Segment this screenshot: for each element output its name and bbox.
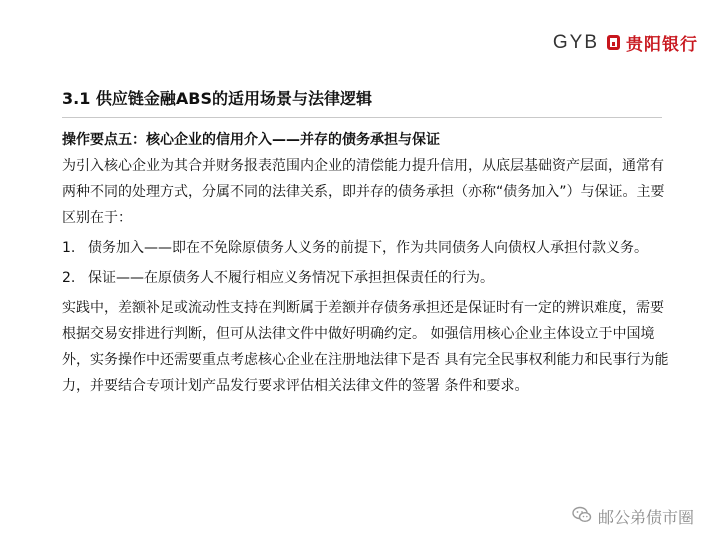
list-number: 2. xyxy=(62,270,76,286)
list-text: 债务加入——即在不免除原债务人义务的前提下，作为共同债务人向债权人承担付款义务。 xyxy=(88,240,648,256)
wechat-icon xyxy=(572,506,592,528)
subtitle: 操作要点五：核心企业的信用介入——并存的债务承担与保证 xyxy=(62,132,440,148)
closing-paragraph: 实践中，差额补足或流动性支持在判断属于差额并存债务承担还是保证时有一定的辨识难度，需要根据交易安排进行判断，但可从法律文件中做好明确约定。 如强信用核心企业主体设立于中国境外，实务操作中还需要重点考虑核心企业在注册地法律下是否 具有完全民事权利能力和民事行为能力，并要结合专项计划产品发行要求评估相关法律文件的签署 条件和要求。 xyxy=(62,300,669,394)
list-text: 保证——在原债务人不履行相应义务情况下承担担保责任的行为。 xyxy=(88,270,494,286)
logo-abbreviation: GYB xyxy=(552,31,599,53)
title-divider xyxy=(62,117,662,118)
watermark xyxy=(572,505,694,528)
section-title: 3.1 供应链金融ABS的适用场景与法律逻辑 xyxy=(62,89,373,108)
list-item xyxy=(62,265,670,291)
watermark-text: 邮公弟债市圈 xyxy=(597,508,694,527)
list-item xyxy=(62,235,670,261)
bank-logo xyxy=(553,30,698,55)
list-number: 1. xyxy=(62,240,76,256)
logo-mark-icon xyxy=(607,35,620,50)
logo-bank-name: 贵阳银行 xyxy=(626,35,698,55)
intro-paragraph: 为引入核心企业为其合并财务报表范围内企业的清偿能力提升信用，从底层基础资产层面，通常有两种不同的处理方式，分属不同的法律关系，即并存的债务承担（亦称“债务加入”）与保证。主要区别在于： xyxy=(62,158,665,226)
slide-content xyxy=(62,127,670,399)
